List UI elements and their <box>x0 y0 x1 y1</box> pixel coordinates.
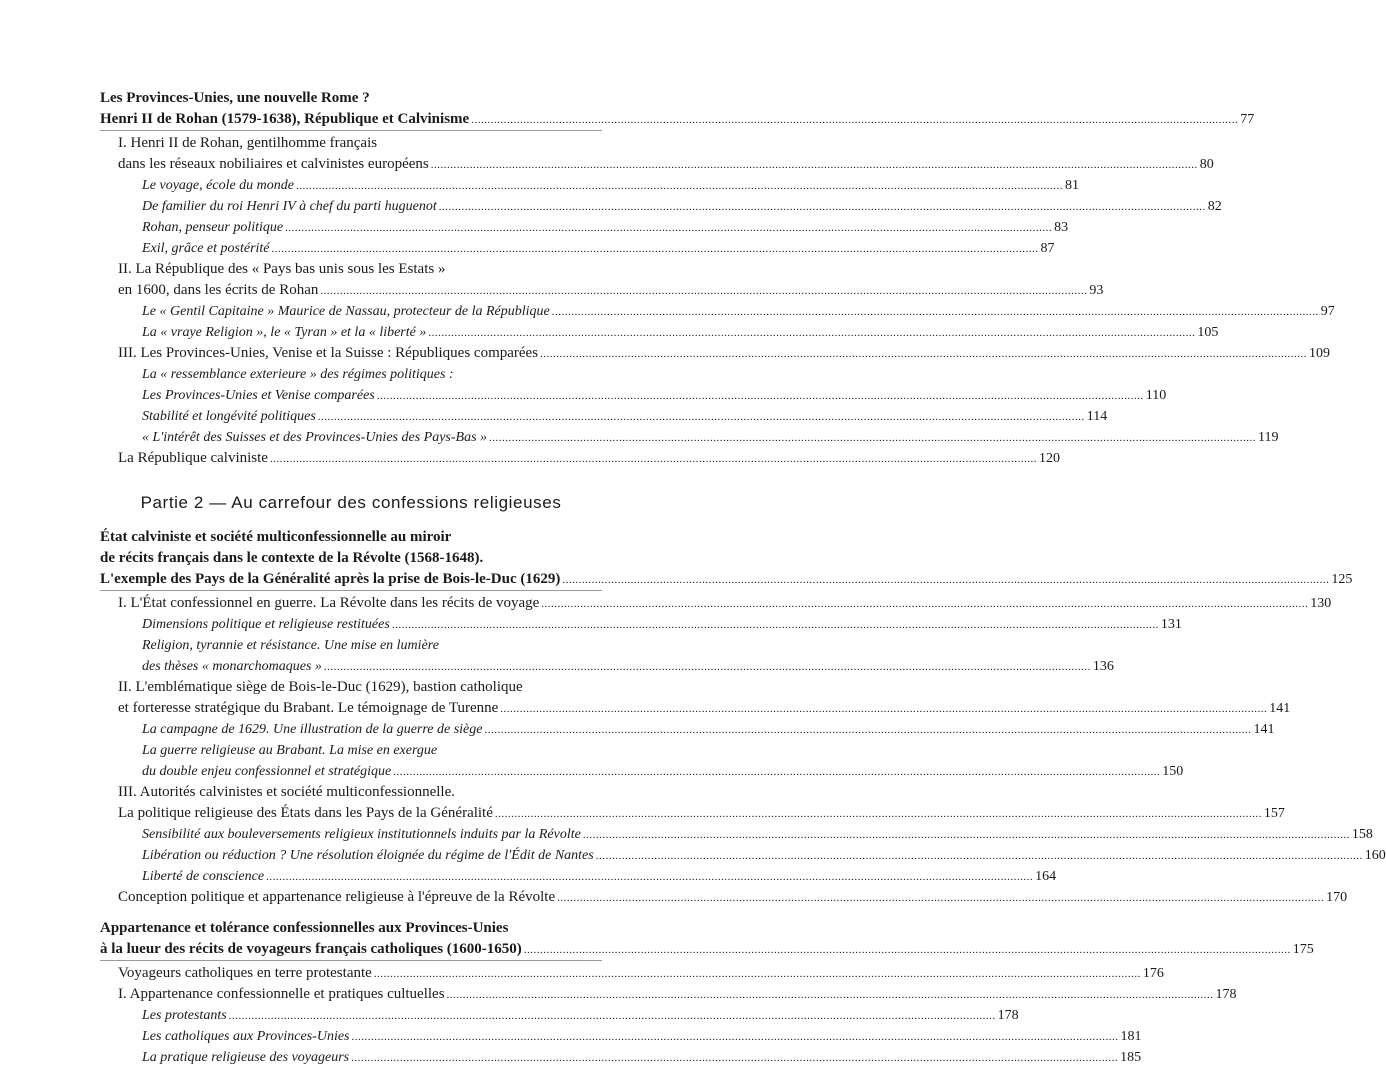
dot-leader <box>320 281 1087 302</box>
entry-title: Libération ou réduction ? Une résolution éloignée du régime de l'Édit de Nantes <box>142 848 594 863</box>
subsection-entry[interactable] <box>100 824 1373 845</box>
chapter-rule <box>100 590 602 591</box>
page-number: 105 <box>1197 325 1219 340</box>
dot-leader <box>392 615 1159 636</box>
entry-title: Les protestants <box>142 1008 227 1023</box>
page-number: 93 <box>1089 283 1104 298</box>
section-entry[interactable] <box>100 677 602 698</box>
entry-title: II. L'emblématique siège de Bois-le-Duc (1629), bastion catholique <box>118 679 523 695</box>
section-spacer <box>100 469 602 487</box>
entry-title: III. Autorités calvinistes et société multiconfessionnelle. <box>118 784 455 800</box>
page-number: 114 <box>1086 409 1108 424</box>
page-number: 157 <box>1263 806 1285 821</box>
dot-leader <box>583 825 1350 846</box>
subsection-entry[interactable] <box>100 1005 1019 1026</box>
subsection-entry[interactable] <box>100 614 1182 635</box>
page-number: 80 <box>1199 157 1214 172</box>
entry-title: « L'intérêt des Suisses et des Provinces-Unies des Pays-Bas » <box>142 430 488 445</box>
dot-leader <box>285 218 1052 239</box>
page-number: 158 <box>1351 827 1373 842</box>
dot-leader <box>351 1048 1118 1069</box>
entry-title: Les catholiques aux Provinces-Unies <box>142 1029 350 1044</box>
entry-title: La guerre religieuse au Brabant. La mise en exergue <box>142 743 438 758</box>
page-number: 150 <box>1162 764 1184 779</box>
dot-leader <box>447 985 1214 1006</box>
page-number: 120 <box>1038 451 1060 466</box>
entry-title: Conception politique et appartenance religieuse à l'épreuve de la Révolte <box>118 889 556 905</box>
page-number: 141 <box>1253 722 1275 737</box>
chapter-entry[interactable] <box>100 527 602 548</box>
dot-leader <box>495 804 1262 825</box>
dot-leader <box>270 449 1037 470</box>
entry-title: Les Provinces-Unies et Venise comparées <box>142 388 375 403</box>
dot-leader <box>374 964 1141 985</box>
subsection-entry[interactable] <box>100 719 1275 740</box>
subsection-entry[interactable] <box>100 427 1279 448</box>
section-entry[interactable] <box>100 803 1285 824</box>
entry-title: Sensibilité aux bouleversements religieux institutionnels induits par la Révolte <box>142 827 581 842</box>
entry-title: La politique religieuse des États dans les Pays de la Généralité <box>118 805 493 821</box>
section-entry[interactable] <box>100 154 1214 175</box>
chapter-entry[interactable] <box>100 939 1314 960</box>
section-entry[interactable] <box>100 343 1331 364</box>
page-number: 141 <box>1269 701 1291 716</box>
entry-title: La République calviniste <box>118 450 268 466</box>
entry-title: Rohan, penseur politique <box>142 220 284 235</box>
entry-title: Henri II de Rohan (1579-1638), République et Calvinisme <box>100 111 470 127</box>
entry-title: Liberté de conscience <box>142 869 265 884</box>
entry-title: De familier du roi Henri IV à chef du parti huguenot <box>142 199 437 214</box>
entry-title: I. Appartenance confessionnelle et pratiques cultuelles <box>118 986 445 1002</box>
section-entry[interactable] <box>100 984 1237 1005</box>
page-number: 131 <box>1160 617 1182 632</box>
chapter-entry[interactable] <box>100 918 602 939</box>
entry-title: La « vraye Religion », le « Tyran » et la « liberté » <box>142 325 427 340</box>
dot-leader <box>471 110 1238 131</box>
page-number: 77 <box>1240 112 1255 127</box>
subsection-entry[interactable] <box>100 866 1057 887</box>
subsection-entry[interactable] <box>100 1026 1142 1047</box>
subsection-entry[interactable] <box>100 1047 1142 1068</box>
dot-leader <box>489 428 1256 449</box>
dot-leader <box>557 888 1324 909</box>
dot-leader <box>596 846 1363 867</box>
entry-title: Religion, tyrannie et résistance. Une mise en lumière <box>142 638 439 653</box>
subsection-entry[interactable] <box>100 301 1335 322</box>
dot-leader <box>393 762 1160 783</box>
entry-title: dans les réseaux nobiliaires et calvinistes européens <box>118 156 429 172</box>
dot-leader <box>266 867 1033 888</box>
entry-title: I. Henri II de Rohan, gentilhomme français <box>118 135 378 151</box>
dot-leader <box>428 323 1195 344</box>
chapter-entry[interactable] <box>100 548 602 569</box>
subsection-entry[interactable] <box>100 656 1114 677</box>
entry-title: État calviniste et société multiconfessionnelle au miroir <box>100 529 452 545</box>
subsection-entry[interactable] <box>100 385 1167 406</box>
entry-title: III. Les Provinces-Unies, Venise et la Suisse : Républiques comparées <box>118 345 539 361</box>
entry-title: du double enjeu confessionnel et stratégique <box>142 764 392 779</box>
section-entry[interactable] <box>100 133 602 154</box>
dot-leader <box>541 594 1308 615</box>
section-entry[interactable] <box>100 963 1164 984</box>
page-number: 164 <box>1035 869 1057 884</box>
dot-leader <box>540 344 1307 365</box>
chapter-entry[interactable] <box>100 88 602 109</box>
entry-title: Exil, grâce et postérité <box>142 241 270 256</box>
section-entry[interactable] <box>100 593 1332 614</box>
section-entry[interactable] <box>100 698 1291 719</box>
dot-leader <box>439 197 1206 218</box>
subsection-entry[interactable] <box>100 196 1222 217</box>
entry-title: Dimensions politique et religieuse restituées <box>142 617 390 632</box>
page-number: 136 <box>1092 659 1114 674</box>
page-number: 97 <box>1320 304 1335 319</box>
entry-title: Les Provinces-Unies, une nouvelle Rome ? <box>100 90 370 106</box>
entry-title: des thèses « monarchomaques » <box>142 659 322 674</box>
dot-leader <box>500 699 1267 720</box>
entry-title: Voyageurs catholiques en terre protestante <box>118 965 372 981</box>
dot-leader <box>562 570 1329 591</box>
page-number: 170 <box>1326 890 1348 905</box>
page-number: 81 <box>1065 178 1079 193</box>
entry-title: de récits français dans le contexte de la Révolte (1568-1648). <box>100 550 484 566</box>
dot-leader <box>524 940 1291 961</box>
page-number: 87 <box>1040 241 1055 256</box>
page-number: 125 <box>1331 572 1353 587</box>
entry-title: en 1600, dans les écrits de Rohan <box>118 282 319 298</box>
subsection-entry[interactable] <box>100 635 602 656</box>
section-entry[interactable] <box>100 782 602 803</box>
page-number: 83 <box>1054 220 1069 235</box>
subsection-entry[interactable] <box>100 175 1079 196</box>
table-of-contents <box>100 88 1386 1068</box>
dot-leader <box>324 657 1091 678</box>
dot-leader <box>352 1027 1119 1048</box>
section-entry[interactable] <box>100 280 1104 301</box>
entry-title: L'exemple des Pays de la Généralité après la prise de Bois-le-Duc (1629) <box>100 571 561 587</box>
page-number: 119 <box>1258 430 1279 445</box>
dot-leader <box>431 155 1198 176</box>
dot-leader <box>377 386 1144 407</box>
dot-leader <box>484 720 1251 741</box>
subsection-entry[interactable] <box>100 761 1184 782</box>
section-entry[interactable] <box>100 887 1348 908</box>
entry-title: La campagne de 1629. Une illustration de la guerre de siège <box>142 722 483 737</box>
page-number: 181 <box>1120 1029 1142 1044</box>
subsection-entry[interactable] <box>100 740 602 761</box>
dot-leader <box>552 302 1319 323</box>
entry-title: II. La République des « Pays bas unis sous les Estats » <box>118 261 446 277</box>
chapter-entry[interactable] <box>100 109 1255 130</box>
page-number: 175 <box>1292 942 1314 957</box>
subsection-entry[interactable] <box>100 406 1108 427</box>
subsection-entry[interactable] <box>100 238 1055 259</box>
dot-leader <box>229 1006 996 1027</box>
page-number: 130 <box>1310 596 1332 611</box>
dot-leader <box>272 239 1039 260</box>
page-number: 176 <box>1142 966 1164 981</box>
page-number: 178 <box>1215 987 1237 1002</box>
dot-leader <box>318 407 1085 428</box>
entry-title: et forteresse stratégique du Brabant. Le témoignage de Turenne <box>118 700 499 716</box>
page-number: 109 <box>1309 346 1331 361</box>
entry-title: I. L'État confessionnel en guerre. La Révolte dans les récits de voyage <box>118 595 540 611</box>
entry-title: Stabilité et longévité politiques <box>142 409 316 424</box>
section-spacer <box>100 908 602 918</box>
entry-title: La « ressemblance exterieure » des régimes politiques : <box>142 367 454 382</box>
subsection-entry[interactable] <box>100 217 1069 238</box>
subsection-entry[interactable] <box>100 364 602 385</box>
section-entry[interactable] <box>100 259 602 280</box>
entry-title: à la lueur des récits de voyageurs français catholiques (1600-1650) <box>100 941 522 957</box>
page-number: 178 <box>997 1008 1019 1023</box>
page-number: 110 <box>1145 388 1167 403</box>
entry-title: Appartenance et tolérance confessionnelles aux Provinces-Unies <box>100 920 509 936</box>
subsection-entry[interactable] <box>100 322 1219 343</box>
chapter-entry[interactable] <box>100 569 1353 590</box>
entry-title: Le « Gentil Capitaine » Maurice de Nassau, protecteur de la République <box>142 304 550 319</box>
section-entry[interactable] <box>100 448 1060 469</box>
entry-title: Le voyage, école du monde <box>142 178 294 193</box>
page-number: 185 <box>1120 1050 1142 1065</box>
subsection-entry[interactable] <box>100 845 1386 866</box>
entry-title: La pratique religieuse des voyageurs <box>142 1050 350 1065</box>
page-number: 82 <box>1207 199 1222 214</box>
page-number: 160 <box>1364 848 1386 863</box>
part-heading: Partie 2 — Au carrefour des confessions religieuses <box>140 493 562 512</box>
dot-leader <box>296 176 1063 197</box>
